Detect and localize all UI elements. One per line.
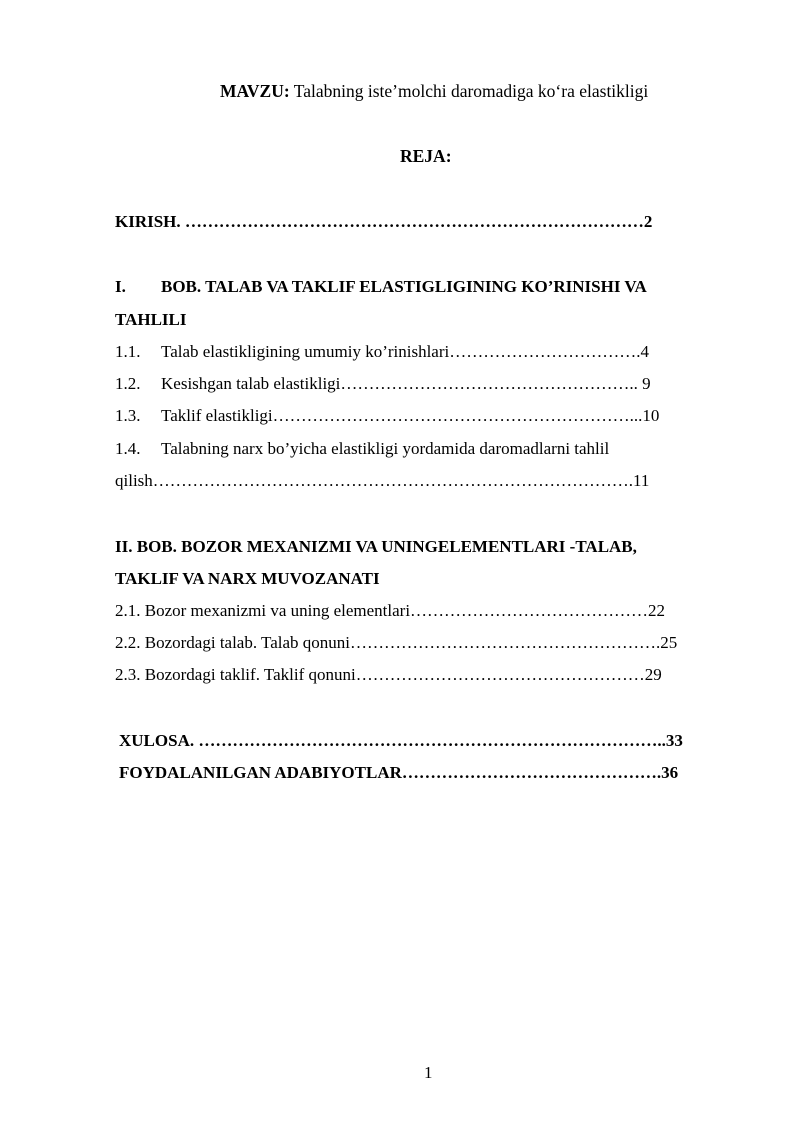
topic-text: Talabning iste’molchi daromadiga ko‘ra elastikligi [289,81,649,101]
toc-item-1-1 [115,343,649,360]
chapter2-title-line1: II. BOB. BOZOR MEXANIZMI VA UNINGELEMENTLARI -TALAB, [115,537,637,556]
toc-item-1-2 [115,375,651,392]
toc-references-entry: FOYDALANILGAN ADABIYOTLAR……………………………………….36 [119,763,679,782]
toc-item-number: 1.4. [115,439,141,458]
toc-item-number: 1.3. [115,406,141,425]
chapter1-heading [115,278,647,295]
page-number: 1 [424,1063,433,1082]
toc-item-number: 1.1. [115,342,141,361]
toc-intro-entry: KIRISH. ………………………………………………………………………2 [115,212,653,231]
toc-item-2-1: 2.1. Bozor mexanizmi va uning elementlari……………………………………22 [115,601,666,620]
toc-item-number: 1.2. [115,374,141,393]
toc-item-text: Taklif elastikligi………………………………………………………...10 [161,406,660,425]
toc-item-text: Talab elastikligining umumiy ko’rinishlari…………………………….4 [161,342,649,361]
toc-item-2-3: 2.3. Bozordagi taklif. Taklif qonuni……………………………………………29 [115,665,662,684]
chapter1-number: I. [115,277,126,296]
topic-label: MAVZU: [220,81,290,101]
topic-line [220,83,648,101]
toc-item-1-4-continued: qilish………………………………………………………………………….11 [115,471,650,490]
chapter2-title-line2: TAKLIF VA NARX MUVOZANATI [115,569,380,588]
toc-item-1-3 [115,407,659,424]
toc-item-2-2: 2.2. Bozordagi talab. Talab qonuni……………………………………………….25 [115,633,678,652]
chapter1-title-line2: TAHLILI [115,310,187,329]
toc-conclusion-entry: XULOSA. ………………………………………………………………………..33 [119,731,683,750]
toc-item-text: Talabning narx bo’yicha elastikligi yordamida daromadlarni tahlil [161,439,610,458]
chapter1-title-line1: BOB. TALAB VA TAKLIF ELASTIGLIGINING KO’RINISHI VA [161,277,647,296]
toc-item-text: Kesishgan talab elastikligi…………………………………………….. 9 [161,374,651,393]
toc-item-1-4 [115,440,609,457]
plan-title: REJA: [400,146,452,166]
